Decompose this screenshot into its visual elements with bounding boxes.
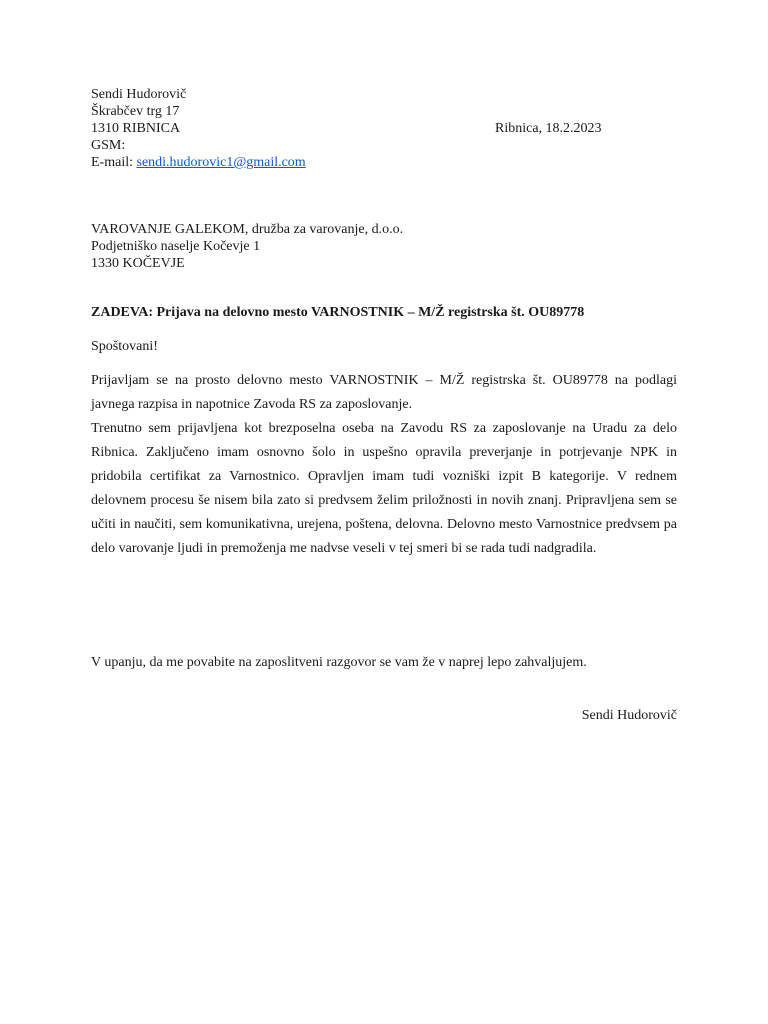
letter-closing: V upanju, da me povabite na zaposlitveni razgovor se vam že v naprej lepo zahvaljujem.	[91, 655, 587, 670]
sender-gsm: GSM:	[91, 138, 126, 153]
email-link[interactable]: sendi.hudorovic1@gmail.com	[136, 155, 306, 170]
sender-street: Škrabčev trg 17	[91, 104, 180, 119]
recipient-company: VAROVANJE GALEKOM, družba za varovanje, d.o.o.	[91, 222, 404, 237]
letter-subject: ZADEVA: Prijava na delovno mesto VARNOSTNIK – M/Ž registrska št. OU89778	[91, 305, 585, 320]
recipient-city: 1330 KOČEVJE	[91, 256, 185, 271]
body-paragraph-2: Trenutno sem prijavljena kot brezposelna oseba na Zavodu RS za zaposlovanje na Uradu za delo Ribnica. Zaključeno imam osnovno šolo in uspešno opravila preverjanje in potrjevanje NPK in pridobila certifikat za Varnostnico. Opravljen imam tudi vozniški izpit B kategorije. V rednem delovnem procesu še nisem bila zato si predvsem želim priložnosti in novih znanj. Pripravljena sem se učiti in naučiti, sem komunikativna, urejena, poštena, delovna. Delovno mesto Varnostnice predvsem pa delo varovanje ljudi in premoženja me nadvse veseli v tej smeri bi se rada tudi nadgradila.	[91, 421, 677, 556]
recipient-street: Podjetniško naselje Kočevje 1	[91, 239, 261, 254]
sender-city: 1310 RIBNICA	[91, 121, 181, 136]
body-paragraph-1: Prijavljam se na prosto delovno mesto VARNOSTNIK – M/Ž registrska št. OU89778 na podlagi javnega razpisa in napotnice Zavoda RS za zaposlovanje.	[91, 373, 677, 412]
place-date: Ribnica, 18.2.2023	[495, 121, 602, 136]
recipient-address-block	[91, 221, 403, 272]
signature-name: Sendi Hudorovič	[581, 708, 677, 723]
sender-address-block	[91, 86, 681, 171]
sender-name: Sendi Hudorovič	[91, 87, 187, 102]
letter-greeting: Spoštovani!	[91, 339, 158, 354]
email-label: E-mail:	[91, 155, 137, 170]
letter-body	[91, 369, 677, 561]
